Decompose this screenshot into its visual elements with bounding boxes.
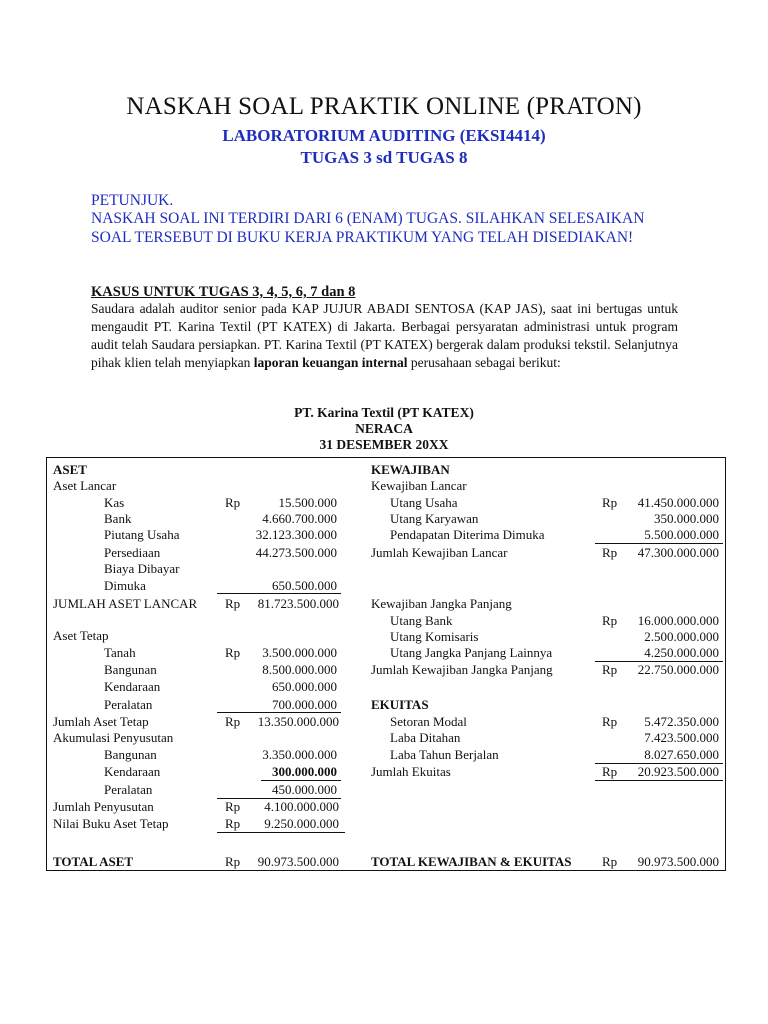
case-body-bold: laporan keuangan internal [253, 355, 408, 370]
current-profit-value: 8.027.650.000 [644, 747, 719, 762]
land-value: 3.500.000.000 [262, 645, 337, 660]
prepaid-label-1: Biaya Dibayar [104, 561, 180, 576]
equipment-value: 700.000.000 [272, 697, 337, 712]
commissioner-loan-value: 2.500.000.000 [644, 629, 719, 644]
equity-heading: EKUITAS [371, 697, 429, 712]
other-long-term-value: 4.250.000.000 [644, 645, 719, 660]
rule-dep-vehicle [261, 780, 341, 781]
page-title: NASKAH SOAL PRAKTIK ONLINE (PRATON) [126, 93, 642, 120]
bank-loan-label: Utang Bank [390, 613, 453, 628]
vehicle-value: 650.000.000 [272, 679, 337, 694]
total-assets-currency: Rp [225, 854, 241, 869]
bank-loan-currency: Rp [602, 613, 618, 628]
instructions-line-1: NASKAH SOAL INI TERDIRI DARI 6 (ENAM) TUGAS. SILAHKAN SELESAIKAN [91, 210, 645, 227]
bank-value: 4.660.700.000 [262, 511, 337, 526]
task-subtitle: TUGAS 3 sd TUGAS 8 [300, 148, 468, 167]
total-liabilities-equity-value: 90.973.500.000 [637, 854, 719, 869]
total-long-term-value: 22.750.000.000 [637, 662, 719, 677]
total-long-term-label: Jumlah Kewajiban Jangka Panjang [371, 662, 553, 677]
dep-vehicle-label: Kendaraan [104, 764, 161, 779]
total-fixed-assets-label: Jumlah Aset Tetap [53, 714, 149, 729]
dep-building-label: Bangunan [104, 747, 157, 762]
total-current-assets-label: JUMLAH ASET LANCAR [53, 596, 198, 611]
inventory-label: Persediaan [104, 545, 161, 560]
lab-subtitle: LABORATORIUM AUDITING (EKSI4414) [222, 126, 546, 145]
total-depreciation-currency: Rp [225, 799, 241, 814]
land-label: Tanah [104, 645, 136, 660]
commissioner-loan-label: Utang Komisaris [390, 629, 479, 644]
rule-current-assets [217, 593, 341, 594]
case-body-text-1: Saudara adalah auditor senior pada KAP JUJUR ABADI SENTOSA (KAP JAS), saat ini bertugas untuk mengaudit PT. Karina Textil (PT KATEX) di Jakarta. Berbagai persyaratan administrasi untuk program audit telah Saudara persiapkan. PT. Karina Textil (PT KATEX) bergerak dalam produksi tekstil. Selanjutnya pihak klien telah menyiapkan [91, 301, 678, 370]
total-equity-value: 20.923.500.000 [637, 764, 719, 779]
paid-capital-label: Setoran Modal [390, 714, 467, 729]
total-assets-value: 90.973.500.000 [257, 854, 339, 869]
building-value: 8.500.000.000 [262, 662, 337, 677]
unearned-revenue-label: Pendapatan Diterima Dimuka [390, 527, 545, 542]
total-fixed-assets-currency: Rp [225, 714, 241, 729]
retained-earnings-value: 7.423.500.000 [644, 730, 719, 745]
current-assets-label: Aset Lancar [53, 478, 117, 493]
total-current-liabilities-currency: Rp [602, 545, 618, 560]
statement-company: PT. Karina Textil (PT KATEX) [294, 405, 474, 420]
case-body-text-2: perusahaan sebagai berikut: [407, 355, 561, 370]
prepaid-label-2: Dimuka [104, 578, 146, 593]
long-term-liabilities-label: Kewajiban Jangka Panjang [371, 596, 512, 611]
paid-capital-value: 5.472.350.000 [644, 714, 719, 729]
fixed-assets-label: Aset Tetap [53, 628, 109, 643]
bank-label: Bank [104, 511, 132, 526]
total-current-assets-currency: Rp [225, 596, 241, 611]
total-equity-label: Jumlah Ekuitas [371, 764, 451, 779]
rule-fixed-assets [217, 712, 341, 713]
statement-name: NERACA [355, 421, 413, 436]
total-liabilities-equity-currency: Rp [602, 854, 618, 869]
accounts-payable-label: Utang Usaha [390, 495, 458, 510]
equipment-label: Peralatan [104, 697, 153, 712]
instructions-label: PETUNJUK. [91, 192, 174, 209]
accounts-payable-currency: Rp [602, 495, 618, 510]
land-currency: Rp [225, 645, 241, 660]
retained-earnings-label: Laba Ditahan [390, 730, 461, 745]
total-long-term-currency: Rp [602, 662, 618, 677]
balance-sheet-table [46, 457, 726, 871]
total-assets-label: TOTAL ASET [53, 854, 134, 869]
receivables-label: Piutang Usaha [104, 527, 180, 542]
kas-currency: Rp [225, 495, 241, 510]
total-depreciation-value: 4.100.000.000 [264, 799, 339, 814]
employee-payable-value: 350.000.000 [654, 511, 719, 526]
dep-equipment-value: 450.000.000 [272, 782, 337, 797]
rule-book-value [217, 832, 345, 833]
unearned-revenue-value: 5.500.000.000 [644, 527, 719, 542]
bank-loan-value: 16.000.000.000 [637, 613, 719, 628]
book-value-value: 9.250.000.000 [264, 816, 339, 831]
book-value-label: Nilai Buku Aset Tetap [53, 816, 169, 831]
current-profit-label: Laba Tahun Berjalan [390, 747, 499, 762]
case-title: KASUS UNTUK TUGAS 3, 4, 5, 6, 7 dan 8 [91, 284, 356, 300]
kas-label: Kas [104, 495, 125, 510]
employee-payable-label: Utang Karyawan [390, 511, 479, 526]
instructions-line-2: SOAL TERSEBUT DI BUKU KERJA PRAKTIKUM YANG TELAH DISEDIAKAN! [91, 229, 634, 246]
prepaid-value: 650.500.000 [272, 578, 337, 593]
receivables-value: 32.123.300.000 [255, 527, 337, 542]
statement-date: 31 DESEMBER 20XX [319, 437, 449, 452]
depreciation-label: Akumulasi Penyusutan [53, 730, 174, 745]
total-depreciation-label: Jumlah Penyusutan [53, 799, 154, 814]
dep-equipment-label: Peralatan [104, 782, 153, 797]
total-current-liabilities-value: 47.300.000.000 [637, 545, 719, 560]
total-fixed-assets-value: 13.350.000.000 [257, 714, 339, 729]
total-equity-currency: Rp [602, 764, 618, 779]
total-liabilities-equity-label: TOTAL KEWAJIBAN & EKUITAS [371, 854, 572, 869]
total-current-assets-value: 81.723.500.000 [257, 596, 339, 611]
case-body [91, 300, 678, 372]
total-current-liabilities-label: Jumlah Kewajiban Lancar [371, 545, 508, 560]
assets-heading: ASET [53, 462, 87, 477]
building-label: Bangunan [104, 662, 157, 677]
dep-vehicle-value: 300.000.000 [272, 764, 337, 779]
rule-total-equity [595, 780, 723, 781]
vehicle-label: Kendaraan [104, 679, 161, 694]
kas-value: 15.500.000 [278, 495, 337, 510]
current-liabilities-label: Kewajiban Lancar [371, 478, 467, 493]
paid-capital-currency: Rp [602, 714, 618, 729]
accounts-payable-value: 41.450.000.000 [637, 495, 719, 510]
dep-building-value: 3.350.000.000 [262, 747, 337, 762]
book-value-currency: Rp [225, 816, 241, 831]
inventory-value: 44.273.500.000 [255, 545, 337, 560]
liabilities-heading: KEWAJIBAN [371, 462, 450, 477]
rule-current-liabilities [595, 543, 723, 544]
other-long-term-label: Utang Jangka Panjang Lainnya [390, 645, 553, 660]
